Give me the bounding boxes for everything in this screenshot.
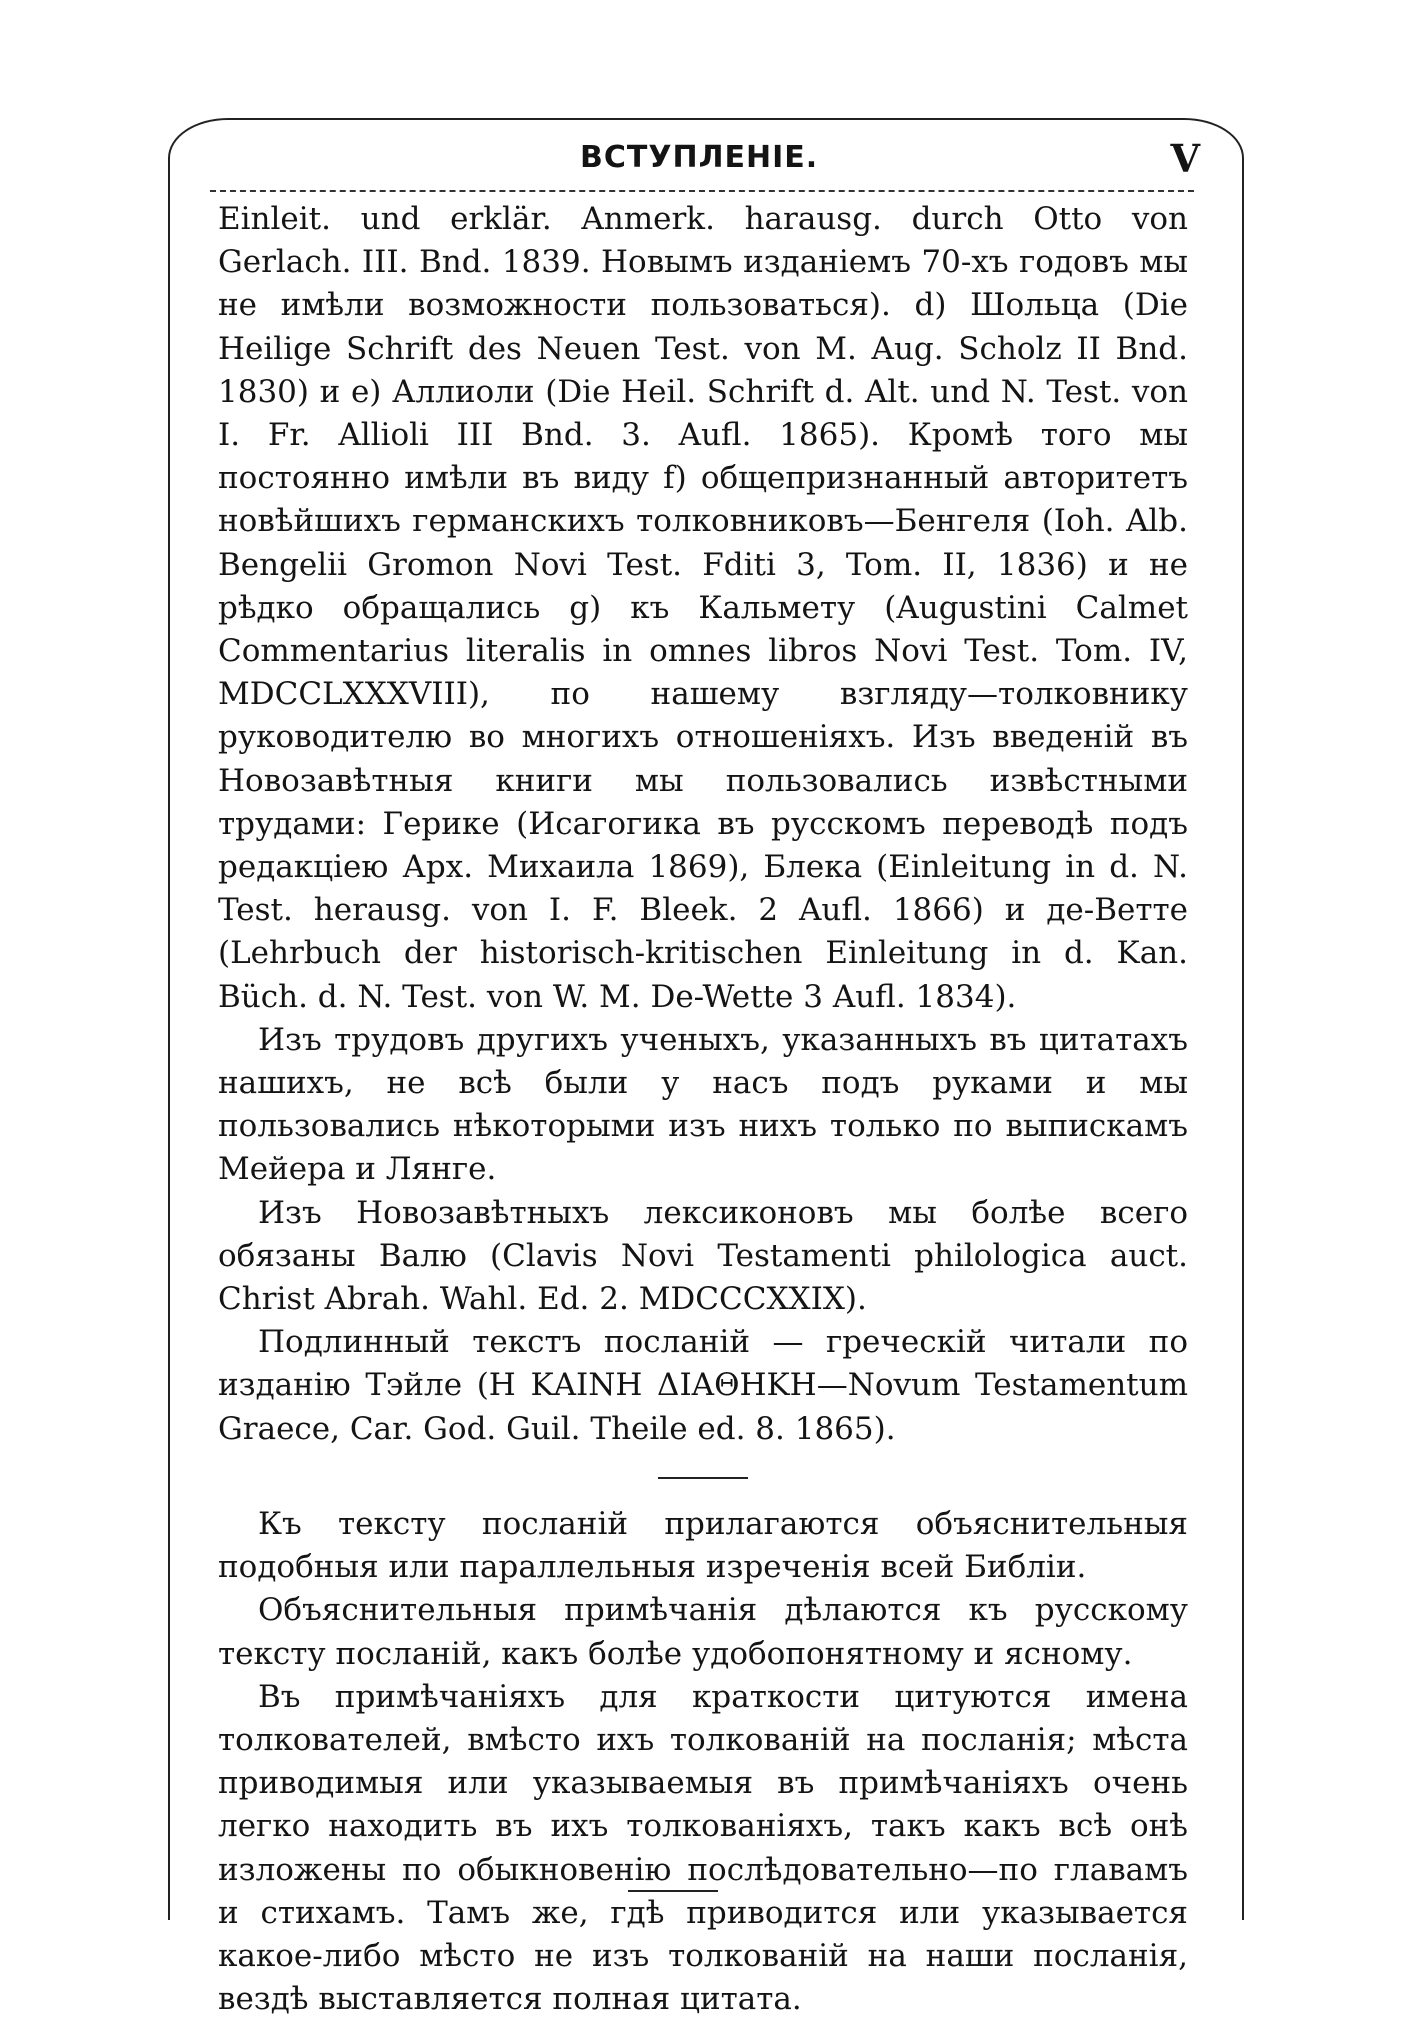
- bottom-rule: [628, 1890, 718, 1892]
- running-title: ВСТУПЛЕНІЕ.: [580, 140, 819, 175]
- body-text: [218, 198, 1188, 2021]
- paragraph: Einleit. und erklär. Anmerk. harausg. durch Otto von Gerlach. III. Bnd. 1839. Новымъ изданіемъ 70-хъ годовъ мы не имѣли возможности пользоваться). d) Шольца (Die Heilige Schrift des Neuen Test. von M. Aug. Scholz II Bnd. 1830) и e) Аллиоли (Die Heil. Schrift d. Alt. und N. Test. von I. Fr. Allioli III Bnd. 3. Aufl. 1865). Кромѣ того мы постоянно имѣли въ виду f) общепризнанный авторитетъ новѣйшихъ германскихъ толковниковъ—Бенгеля (Ioh. Alb. Bengelii Gromon Novi Test. Fditi 3, Tom. II, 1836) и не рѣдко обращались g) къ Кальмету (Augustini Calmet Commentarius literalis in omnes libros Novi Test. Tom. IV, MDCCLXXXVIII), по нашему взгляду—толковнику руководителю во многихъ отношеніяхъ. Изъ введеній въ Новозавѣтныя книги мы пользовались извѣстными трудами: Герике (Исагогика въ русскомъ переводѣ подъ редакціею Арх. Михаила 1869), Блека (Einleitung in d. N. Test. herausg. von I. F. Bleek. 2 Aufl. 1866) и де-Ветте (Lehrbuch der historisch-kritischen Einleitung in d. Kan. Büch. d. N. Test. von W. M. De-Wette 3 Aufl. 1834).: [218, 201, 1188, 1015]
- paragraph: Въ примѣчаніяхъ для краткости цитуются имена толкователей, вмѣсто ихъ толкованій на посланія; мѣста приводимыя или указываемыя въ примѣчаніяхъ очень легко находить въ ихъ толкованіяхъ, такъ какъ всѣ онѣ изложены по обыкновенію послѣдовательно—по главамъ и стихамъ. Тамъ же, гдѣ приводится или указывается какое-либо мѣсто не изъ толкованій на наши посланія, вездѣ выставляется полная цитата.: [218, 1678, 1188, 2018]
- paragraph: Объяснительныя примѣчанія дѣлаются къ русскому тексту посланій, какъ болѣе удобопонятному и ясному.: [218, 1592, 1188, 1672]
- paragraph: Подлинный текстъ посланій — греческій читали по изданію Тэйле (Η ΚΑΙΝΗ ΔΙΑΘΗΚΗ—Novum Testamentum Graece, Car. God. Guil. Theile ed. 8. 1865).: [218, 1324, 1188, 1447]
- page-header: [210, 136, 1210, 184]
- page-number: V: [1170, 136, 1200, 181]
- header-rule: [210, 190, 1194, 192]
- section-separator: [658, 1477, 748, 1479]
- paragraph: Изъ Новозавѣтныхъ лексиконовъ мы болѣе всего обязаны Валю (Clavis Novi Testamenti philologica auct. Christ Abrah. Wahl. Ed. 2. MDCCCXXIX).: [218, 1194, 1188, 1318]
- paragraph: Къ тексту посланій прилагаются объяснительныя подобныя или параллельныя изреченія всей Библіи.: [218, 1505, 1188, 1586]
- paragraph: Изъ трудовъ другихъ ученыхъ, указанныхъ въ цитатахъ нашихъ, не всѣ были у насъ подъ руками и мы пользовались нѣкоторыми изъ нихъ только по выпискамъ Мейера и Лянге.: [218, 1021, 1188, 1188]
